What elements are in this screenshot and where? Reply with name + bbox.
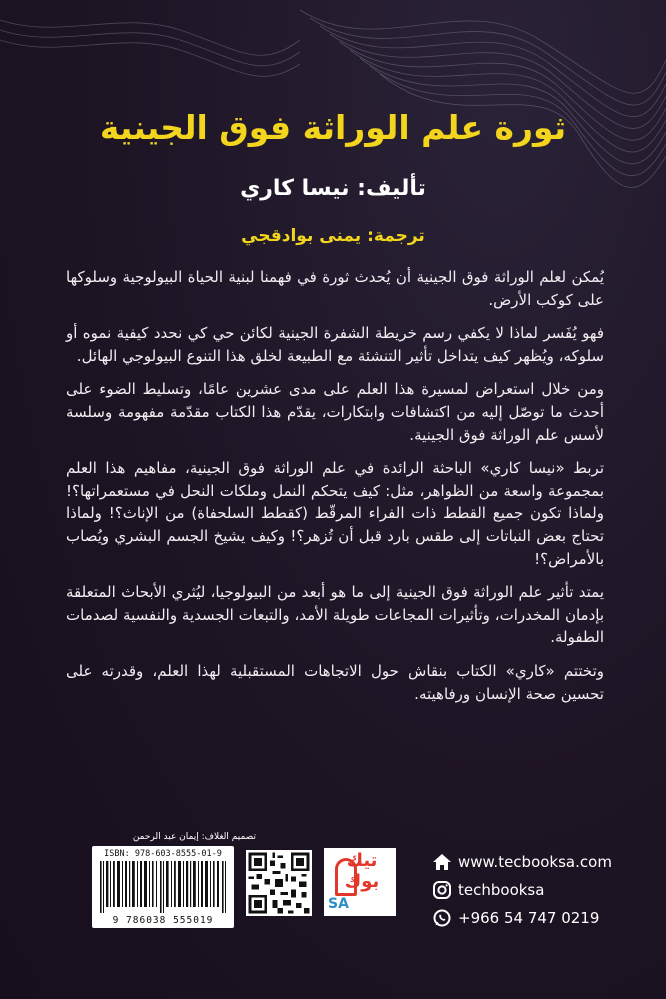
barcode-number: 9 786038 555019 — [112, 915, 214, 926]
translator-line: ترجمة: يمنى بوادقجي — [241, 226, 425, 246]
isbn-barcode — [92, 846, 234, 928]
barcode-bars — [98, 861, 228, 913]
publisher-contacts — [432, 848, 612, 932]
qr-code — [246, 850, 312, 916]
blurb-paragraph: يُمكن لعلم الوراثة فوق الجينية أن يُحدث ثورة في فهمنا لبنية الحياة البيولوجية وسلوكها على كوكب الأرض. — [66, 268, 604, 309]
isbn-label: ISBN: 978-603-8555-01-9 — [104, 849, 222, 859]
author-line: تأليف: نيسا كاري — [240, 176, 426, 201]
instagram-row — [432, 876, 612, 904]
website-row — [432, 848, 612, 876]
blurb-paragraph: فهو يُفَسر لماذا لا يكفي رسم خريطة الشفرة الجينية لكائن حي كي نحدد كيفية نموه أو سلوكه، ويُظهر كيف يتداخل تأثير التنشئة مع الطبيعة لخلق هذا التنوع البيولوجي الهائل. — [66, 324, 604, 365]
blurb-paragraph: ومن خلال استعراض لمسيرة هذا العلم على مدى عشرين عامًا، وتسليط الضوء على أحدث ما توصّل إليه من اكتشافات وابتكارات، يقدّم هذا الكتاب مقدّمة مفهومة وسلسة لأسس علم الوراثة فوق الجينية. — [66, 380, 604, 444]
cover-design-credit: تصميم الغلاف: إيمان عبد الرحمن — [132, 832, 256, 842]
phone-number[interactable]: +966 54 747 0219 — [458, 909, 600, 927]
book-title: ثورة علم الوراثة فوق الجينية — [99, 108, 567, 147]
home-icon — [432, 852, 452, 872]
book-blurb — [66, 266, 604, 716]
publisher-logo — [324, 848, 396, 916]
blurb-paragraph: تربط «نيسا كاري» الباحثة الرائدة في علم الوراثة فوق الجينية، مفاهيم هذا العلم بمجموعة واسعة من الظواهر، مثل: كيف يتحكم النمل وملكات النحل في مستعمراتها؟! ولماذا تكون جميع القطط ذات الفراء المرقّط (كقطط السلحفاة) من الإناث؟! ولماذا تحتاج بعض النباتات إلى طقس بارد قبل أن تُزهر؟! وكيف يشيخ الجسم البشري ويُصاب بالأمراض؟! — [66, 459, 604, 568]
logo-text: تيك بوك — [344, 850, 380, 892]
instagram-icon — [432, 880, 452, 900]
blurb-paragraph: وتختتم «كاري» الكتاب بنقاش حول الاتجاهات المستقبلية لهذا العلم، وقدرته على تحسين صحة الإنسان ورفاهيته. — [66, 661, 604, 703]
logo-sa: SA — [328, 896, 349, 912]
instagram-handle[interactable]: techbooksa — [458, 881, 545, 899]
blurb-paragraph: يمتد تأثير علم الوراثة فوق الجينية إلى ما هو أبعد من البيولوجيا، ليُثري الأبحاث المتعلقة بإدمان المخدرات، وتأثيرات المجاعات طويلة الأمد، والتبعات الجسدية والنفسية لصدمات الطفولة. — [66, 583, 604, 647]
phone-row — [432, 904, 612, 932]
whatsapp-icon — [432, 908, 452, 928]
website-link[interactable]: www.tecbooksa.com — [458, 853, 612, 871]
